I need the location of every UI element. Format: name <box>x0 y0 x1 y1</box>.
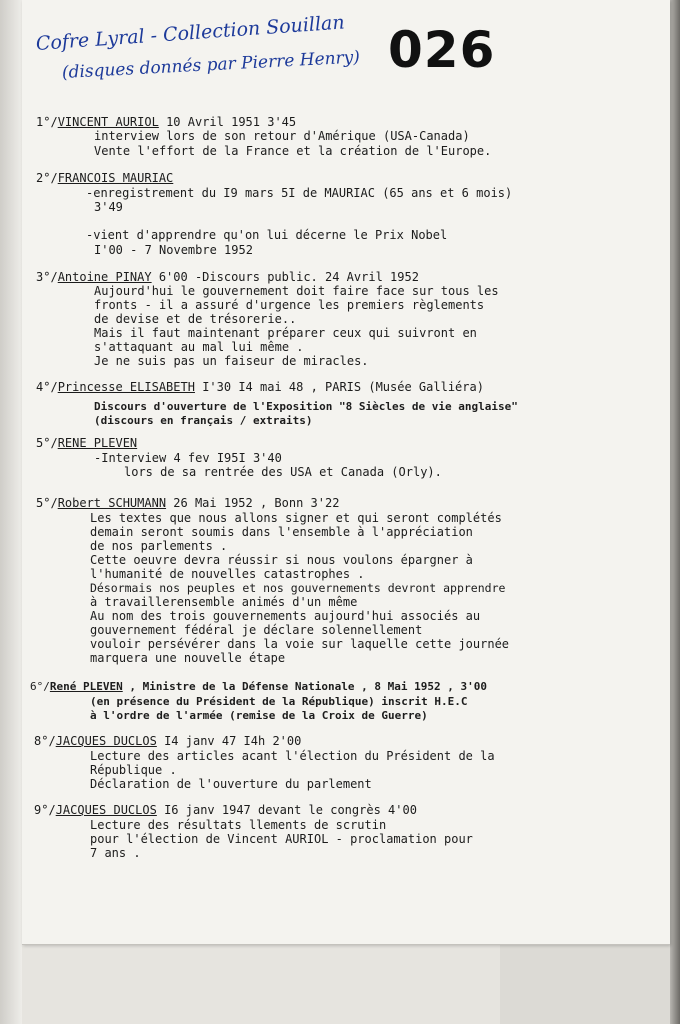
entry-6-line: à travaillerensemble animés d'un même <box>90 595 358 609</box>
entry-2-line: -vient d'apprendre qu'on lui décerne le Prix Nobel <box>86 228 448 242</box>
entry-6-line: Désormais nos peuples et nos gouvernements devront apprendre <box>90 581 506 595</box>
entry-2-line: 3'49 <box>94 200 123 214</box>
handwritten-note-line1: Cofre Lyral - Collection Souillan <box>35 11 346 55</box>
entry-3-line: s'attaquant au mal lui même . <box>94 340 304 354</box>
entry-6-line: gouvernement fédéral je déclare solennellement <box>90 623 423 637</box>
entry-number: 1°/ <box>36 115 58 129</box>
entry-details: I6 janv 1947 devant le congrès 4'00 <box>156 803 417 817</box>
entry-4-heading <box>36 380 484 394</box>
entry-details: , Ministre de la Défense Nationale , 8 Mai 1952 , 3'00 <box>122 680 487 693</box>
entry-speaker: JACQUES DUCLOS <box>55 803 157 817</box>
entry-6-line: Au nom des trois gouvernements aujourd'hui associés au <box>90 609 481 623</box>
entry-2-line: -enregistrement du I9 mars 5I de MAURIAC (65 ans et 6 mois) <box>86 186 513 200</box>
entry-8-line: Déclaration de l'ouverture du parlement <box>90 777 372 791</box>
entry-details: I4 janv 47 I4h 2'00 <box>156 734 302 748</box>
entry-number: 4°/ <box>36 380 58 394</box>
entry-6-line: l'humanité de nouvelles catastrophes . <box>90 567 365 581</box>
entry-9-line: Lecture des résultats llements de scrutin <box>90 818 387 832</box>
handwritten-note-line2: (disques donnés par Pierre Henry) <box>61 47 361 83</box>
entry-5-line: lors de sa rentrée des USA et Canada (Orly). <box>124 465 442 479</box>
entry-7-line: (en présence du Président de la République) inscrit H.E.C <box>90 695 468 708</box>
entry-9-line: 7 ans . <box>90 846 141 860</box>
entry-speaker: Antoine PINAY <box>57 270 152 284</box>
entry-6-line: vouloir persévérer dans la voie sur laquelle cette journée <box>90 637 510 651</box>
entry-details: 26 Mai 1952 , Bonn 3'22 <box>166 496 340 510</box>
entry-6-line: de nos parlements . <box>90 539 228 553</box>
entry-7-line: à l'ordre de l'armée (remise de la Croix de Guerre) <box>90 709 428 722</box>
entry-5-line: -Interview 4 fev I95I 3'40 <box>94 451 282 465</box>
entry-1-line: interview lors de son retour d'Amérique (USA-Canada) <box>94 129 470 143</box>
entry-9-line: pour l'élection de Vincent AURIOL - proclamation pour <box>90 832 473 846</box>
entry-speaker: René PLEVEN <box>49 680 123 693</box>
entry-speaker: FRANCOIS MAURIAC <box>57 171 174 185</box>
entry-details: I'30 I4 mai 48 , PARIS (Musée Galliéra) <box>194 380 484 394</box>
entry-speaker: Princesse ELISABETH <box>57 380 195 394</box>
entry-1-line: Vente l'effort de la France et la création de l'Europe. <box>94 144 492 158</box>
entry-speaker: RENE PLEVEN <box>57 436 138 450</box>
right-page-edge <box>670 0 680 1024</box>
entry-2-heading <box>36 171 173 185</box>
entry-5-heading <box>36 436 137 450</box>
entry-number: 5°/ <box>36 436 58 450</box>
entry-number: 6°/ <box>30 680 50 693</box>
entry-8-line: Lecture des articles acant l'élection du Président de la <box>90 749 495 763</box>
entry-details: 6'00 -Discours public. 24 Avril 1952 <box>151 270 419 284</box>
entry-3-line: Aujourd'hui le gouvernement doit faire face sur tous les <box>94 284 499 298</box>
entry-6-line: Cette oeuvre devra réussir si nous voulons épargner à <box>90 553 473 567</box>
entry-number: 8°/ <box>34 734 56 748</box>
entry-3-line: fronts - il a assuré d'urgence les premiers règlements <box>94 298 485 312</box>
entry-number: 3°/ <box>36 270 58 284</box>
entry-8-heading <box>34 734 301 748</box>
entry-2-line: I'00 - 7 Novembre 1952 <box>94 243 253 257</box>
entry-3-line: de devise et de trésorerie.. <box>94 312 297 326</box>
entry-3-line: Je ne suis pas un faiseur de miracles. <box>94 354 369 368</box>
entry-6-line: marquera une nouvelle étape <box>90 651 286 665</box>
entry-6-heading <box>36 496 339 510</box>
entry-number: 5°/ <box>36 496 58 510</box>
entry-speaker: JACQUES DUCLOS <box>55 734 157 748</box>
entry-1-heading <box>36 115 296 129</box>
entry-9-heading <box>34 803 417 817</box>
entry-6-line: demain seront soumis dans l'ensemble à l'appréciation <box>90 525 473 539</box>
archive-number: 026 <box>388 21 496 79</box>
entry-3-line: Mais il faut maintenant préparer ceux qui suivront en <box>94 326 477 340</box>
entry-number: 2°/ <box>36 171 58 185</box>
entry-number: 9°/ <box>34 803 56 817</box>
entry-details: 10 Avril 1951 3'45 <box>158 115 297 129</box>
entry-6-line: Les textes que nous allons signer et qui seront complétés <box>90 511 502 525</box>
entry-3-heading <box>36 270 419 284</box>
entry-8-line: République . <box>90 763 177 777</box>
entry-speaker: Robert SCHUMANN <box>57 496 167 510</box>
entry-4-line: Discours d'ouverture de l'Exposition "8 Siècles de vie anglaise" <box>94 400 518 413</box>
left-page-edge <box>0 0 22 1024</box>
entry-4-line: (discours en français / extraits) <box>94 414 313 427</box>
entry-7-heading <box>30 680 487 694</box>
entry-speaker: VINCENT AURIOL <box>57 115 159 129</box>
